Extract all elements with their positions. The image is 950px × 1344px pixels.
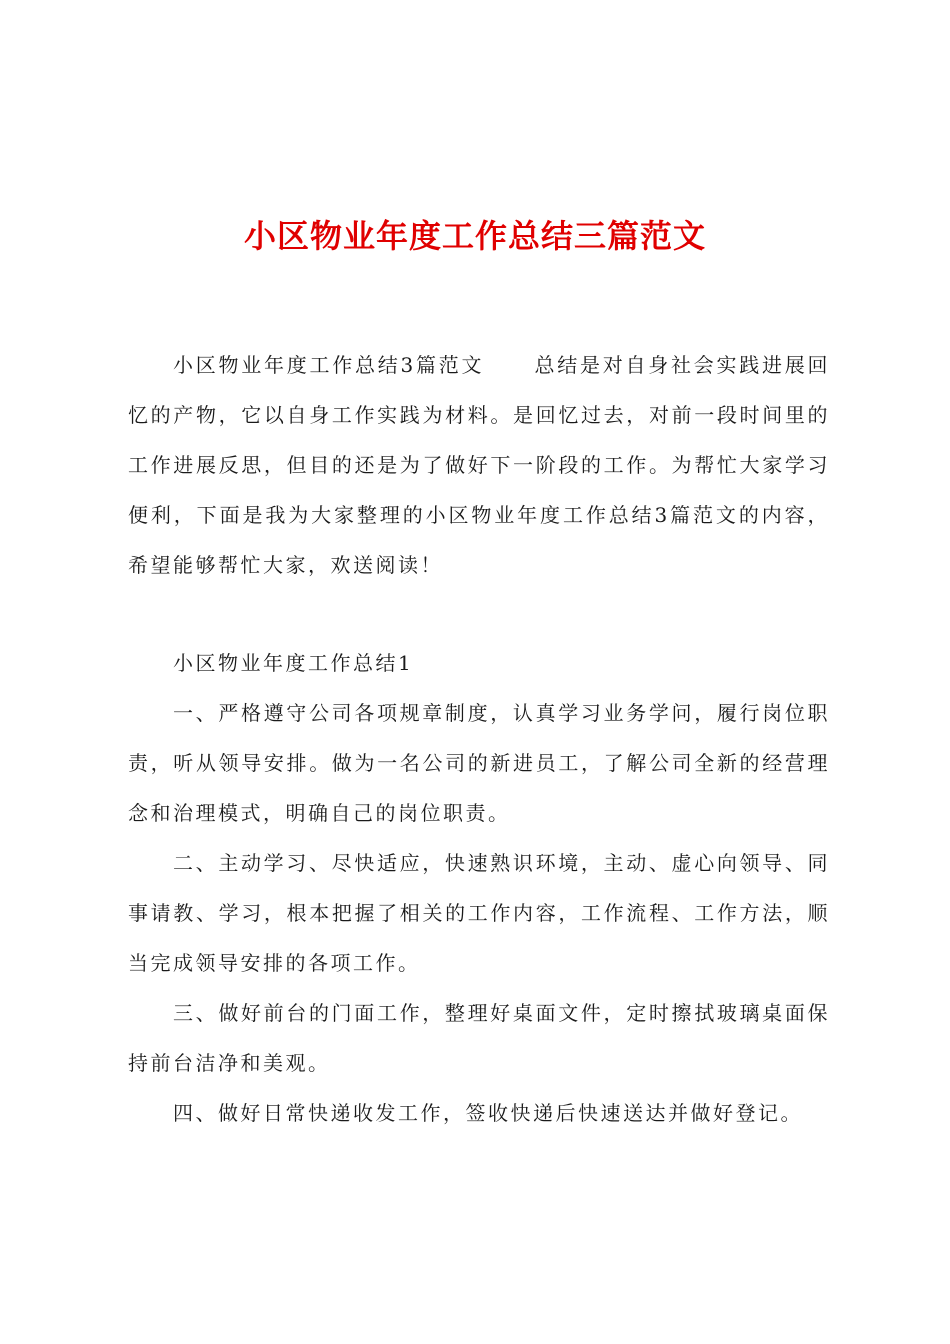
section-heading-block [128, 638, 830, 688]
list-item: 一、严格遵守公司各项规章制度，认真学习业务学问，履行岗位职责，听从领导安排。做为一名公司的新进员工，了解公司全新的经营理念和治理模式，明确自己的岗位职责。 [128, 701, 830, 825]
list-item: 四、做好日常快递收发工作，签收快递后快速送达并做好登记。 [173, 1101, 803, 1125]
intro-section [128, 340, 830, 590]
items-section [128, 688, 830, 1138]
intro-paragraph [128, 340, 830, 590]
intro-lead: 小区物业年度工作总结3篇范文 [173, 353, 485, 377]
intro-text: 总结是对自身社会实践进展回忆的产物，它以自身工作实践为材料。是回忆过去，对前一段时间里的工作进展反思，但目的还是为了做好下一阶段的工作。为帮忙大家学习便利，下面是我为大家整理的小区物业年度工作总结3篇范文的内容，希望能够帮忙大家，欢送阅读！ [128, 353, 830, 577]
section-heading: 小区物业年度工作总结1 [173, 651, 414, 675]
list-item: 二、主动学习、尽快适应，快速熟识环境，主动、虚心向领导、同事请教、学习，根本把握了相关的工作内容，工作流程、工作方法，顺当完成领导安排的各项工作。 [128, 851, 830, 975]
list-item: 三、做好前台的门面工作，整理好桌面文件，定时擦拭玻璃桌面保持前台洁净和美观。 [128, 1001, 830, 1075]
document-title: 小区物业年度工作总结三篇范文 [243, 217, 706, 255]
